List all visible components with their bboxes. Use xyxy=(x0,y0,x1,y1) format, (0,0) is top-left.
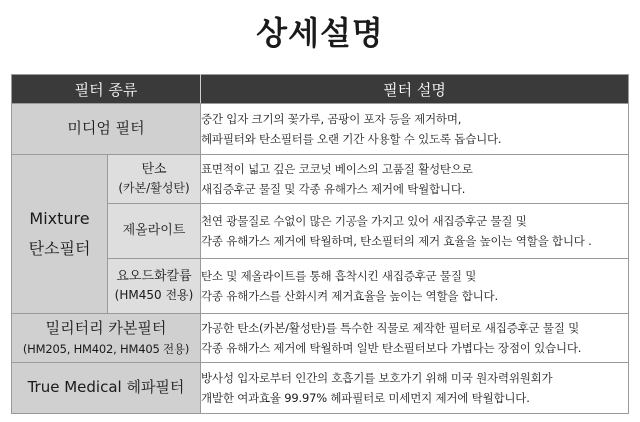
table-row-medium xyxy=(12,104,629,155)
filter-desc-zeolite xyxy=(201,204,629,259)
mixture-name-line1: Mixture xyxy=(29,208,90,228)
table-row-hepa xyxy=(12,363,629,414)
desc-line: 각종 유해가스를 산화시켜 제거효율을 높이는 역할을 합니다. xyxy=(201,289,498,303)
filter-desc-military xyxy=(201,314,629,363)
header-filter-description: 필터 설명 xyxy=(201,75,629,104)
desc-line: 새집증후군 물질 및 각종 유해가스 제거에 탁월합니다. xyxy=(201,182,466,196)
header-filter-type: 필터 종류 xyxy=(12,75,201,104)
filter-name-hepa: True Medical 헤파필터 xyxy=(12,363,201,414)
filter-desc-iodine xyxy=(201,259,629,314)
desc-line: 탄소 및 제올라이트를 통해 흡착시킨 새집증후군 물질 및 xyxy=(201,268,477,283)
desc-line: 표면적이 넓고 깊은 코코넛 베이스의 고품질 활성탄으로 xyxy=(201,161,473,176)
filter-desc-medium xyxy=(201,104,629,155)
military-name-line2: (HM205, HM402, HM405 전용) xyxy=(22,341,190,356)
page-title: 상세설명 xyxy=(256,14,384,52)
desc-line: 헤파필터와 탄소필터를 오랜 기간 사용할 수 있도록 돕습니다. xyxy=(201,132,502,146)
filter-spec-table xyxy=(11,74,629,414)
subfilter-name-zeolite: 제올라이트 xyxy=(108,204,201,259)
desc-line: 개발한 여과효율 99.97% 헤파필터로 미세먼지 제거에 탁월합니다. xyxy=(201,391,530,405)
table-row-carbon xyxy=(12,155,629,204)
desc-line: 각종 유해가스 제거에 탁월하며 일반 탄소필터보다 가볍다는 장점이 있습니다. xyxy=(201,341,582,355)
desc-line: 중간 입자 크기의 꽃가루, 곰팡이 포자 등을 제거하며, xyxy=(201,111,462,126)
filter-desc-carbon xyxy=(201,155,629,204)
desc-line: 방사성 입자로부터 인간의 호흡기를 보호가기 위해 미국 원자력위원회가 xyxy=(201,370,553,385)
desc-line: 가공한 탄소(카본/활성탄)를 특수한 직물로 제작한 필터로 새집증후군 물질 및 xyxy=(201,320,580,335)
mixture-name-line2: 탄소필터 xyxy=(28,239,91,258)
military-name-line1: 밀리터리 카본필터 xyxy=(45,319,167,338)
carbon-name-line1: 탄소 xyxy=(141,161,167,177)
filter-name-mixture xyxy=(12,155,108,314)
table-row-military xyxy=(12,314,629,363)
filter-name-military xyxy=(12,314,201,363)
desc-line: 각종 유해가스 제거에 탁월하며, 탄소필터의 제거 효율을 높이는 역할을 합니다 . xyxy=(201,234,592,248)
subfilter-name-iodine xyxy=(108,259,201,314)
iodine-name-line2: (HM450 전용) xyxy=(114,287,194,302)
desc-line: 천연 광물질로 수없이 많은 기공을 가지고 있어 새집증후군 물질 및 xyxy=(201,213,527,228)
subfilter-name-carbon xyxy=(108,155,201,204)
filter-desc-hepa xyxy=(201,363,629,414)
iodine-name-line1: 요오드화칼륨 xyxy=(116,268,192,284)
filter-name-medium: 미디엄 필터 xyxy=(12,104,201,155)
carbon-name-line2: (카본/활성탄) xyxy=(118,180,190,195)
